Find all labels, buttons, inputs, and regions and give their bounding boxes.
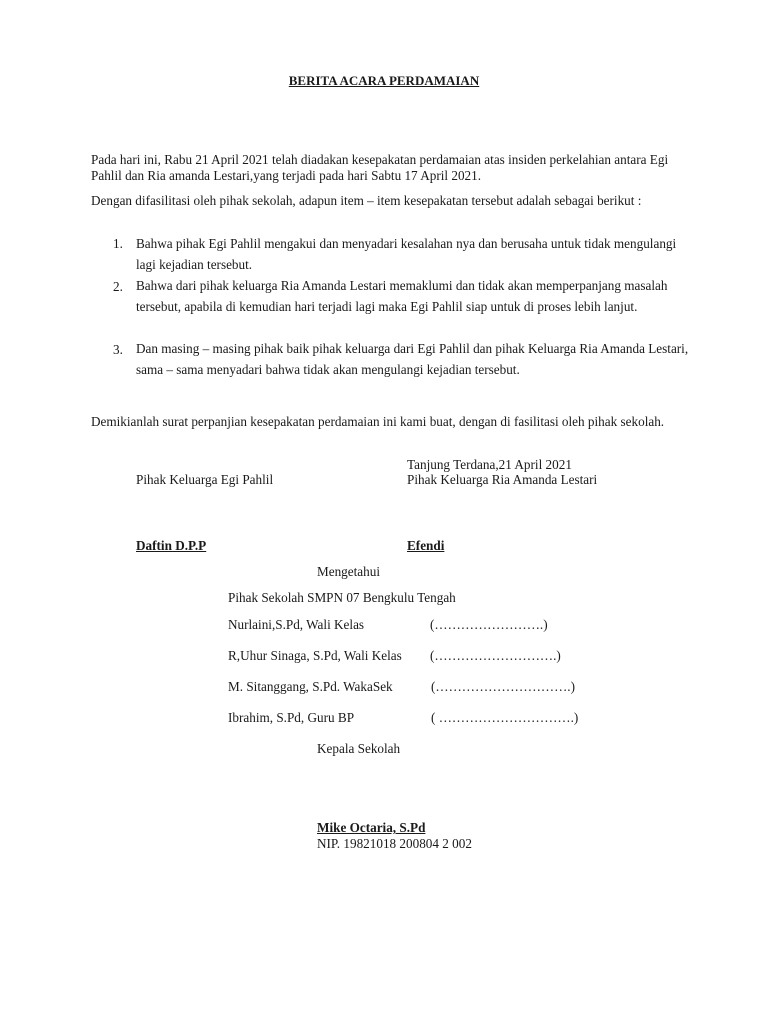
party-right-label: Pihak Keluarga Ria Amanda Lestari [407, 472, 598, 487]
signature-line: (…………………….) [430, 617, 548, 632]
paragraph-facilitation: Dengan difasilitasi oleh pihak sekolah, adapun item – item kesepakatan tersebut adalah sebagai berikut : [91, 193, 642, 208]
witness-name: Nurlaini,S.Pd, Wali Kelas [228, 617, 365, 632]
signature-line: (……………………….) [430, 648, 561, 663]
signature-line: (………………………….) [431, 679, 575, 694]
principal-nip: NIP. 19821018 200804 2 002 [317, 836, 472, 851]
party-left-label: Pihak Keluarga Egi Pahlil [136, 472, 274, 487]
witness-name: Ibrahim, S.Pd, Guru BP [228, 710, 355, 725]
list-item: Bahwa dari pihak keluarga Ria Amanda Lestari memaklumi dan tidak akan memperpanjang masalah tersebut, apabila di kemudian hari terjadi lagi maka Egi Pahlil siap untuk di proses lebih lanjut. [136, 278, 668, 314]
list-item-number: 1. [113, 236, 123, 251]
list-item: Bahwa pihak Egi Pahlil mengakui dan menyadari kesalahan nya dan berusaha untuk tidak mengulangi lagi kejadian tersebut. [136, 236, 677, 272]
list-item-number: 2. [113, 279, 123, 294]
document-title: BERITA ACARA PERDAMAIAN [288, 73, 480, 88]
party-right-signatory: Efendi [407, 538, 445, 553]
witness-name: R,Uhur Sinaga, S.Pd, Wali Kelas [228, 648, 402, 663]
school-label: Pihak Sekolah SMPN 07 Bengkulu Tengah [228, 590, 456, 605]
principal-title: Kepala Sekolah [317, 741, 401, 756]
signature-line: ( ………………………….) [431, 710, 579, 725]
witness-name: M. Sitanggang, S.Pd. WakaSek [228, 679, 393, 694]
paragraph-opening: Pada hari ini, Rabu 21 April 2021 telah diadakan kesepakatan perdamaian atas insiden perkelahian antara Egi Pahlil dan Ria amanda Lestari,yang terjadi pada hari Sabtu 17 April 2021. [91, 152, 669, 183]
place-date: Tanjung Terdana,21 April 2021 [407, 457, 572, 472]
principal-name: Mike Octaria, S.Pd [317, 820, 426, 835]
paragraph-closing: Demikianlah surat perpanjian kesepakatan perdamaian ini kami buat, dengan di fasilitasi oleh pihak sekolah. [91, 414, 665, 429]
acknowledged-label: Mengetahui [317, 564, 380, 579]
list-item-number: 3. [113, 342, 123, 357]
party-left-signatory: Daftin D.P.P [136, 538, 207, 553]
list-item: Dan masing – masing pihak baik pihak keluarga dari Egi Pahlil dan pihak Keluarga Ria Amanda Lestari, sama – sama menyadari bahwa tidak akan mengulangi kejadian tersebut. [136, 341, 689, 377]
